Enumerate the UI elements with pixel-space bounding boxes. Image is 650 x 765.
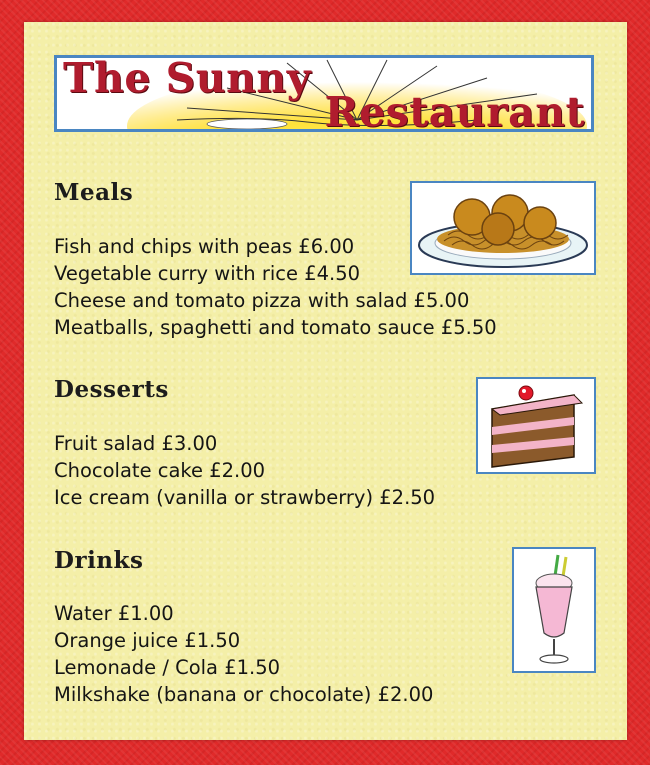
restaurant-logo bbox=[54, 55, 594, 132]
section-title-desserts: Desserts bbox=[54, 376, 169, 403]
menu-item: Cheese and tomato pizza with salad £5.00 bbox=[54, 289, 470, 312]
menu-item: Orange juice £1.50 bbox=[54, 629, 241, 652]
spaghetti-meatballs-icon bbox=[410, 181, 596, 275]
menu-item: Chocolate cake £2.00 bbox=[54, 459, 266, 482]
milkshake-icon bbox=[512, 547, 596, 673]
menu-item: Lemonade / Cola £1.50 bbox=[54, 656, 281, 679]
logo-line-1: The Sunny bbox=[63, 55, 312, 102]
section-title-drinks: Drinks bbox=[54, 547, 144, 574]
menu-item: Milkshake (banana or chocolate) £2.00 bbox=[54, 683, 434, 706]
menu-paper bbox=[24, 22, 627, 740]
menu-item: Vegetable curry with rice £4.50 bbox=[54, 262, 361, 285]
logo-line-2: Restaurant bbox=[324, 88, 585, 132]
menu-item: Fruit salad £3.00 bbox=[54, 432, 218, 455]
cake-slice-icon bbox=[476, 377, 596, 474]
menu-item: Fish and chips with peas £6.00 bbox=[54, 235, 355, 258]
menu-item: Ice cream (vanilla or strawberry) £2.50 bbox=[54, 486, 436, 509]
menu-item: Meatballs, spaghetti and tomato sauce £5.50 bbox=[54, 316, 497, 339]
menu-item: Water £1.00 bbox=[54, 602, 174, 625]
section-title-meals: Meals bbox=[54, 179, 134, 206]
